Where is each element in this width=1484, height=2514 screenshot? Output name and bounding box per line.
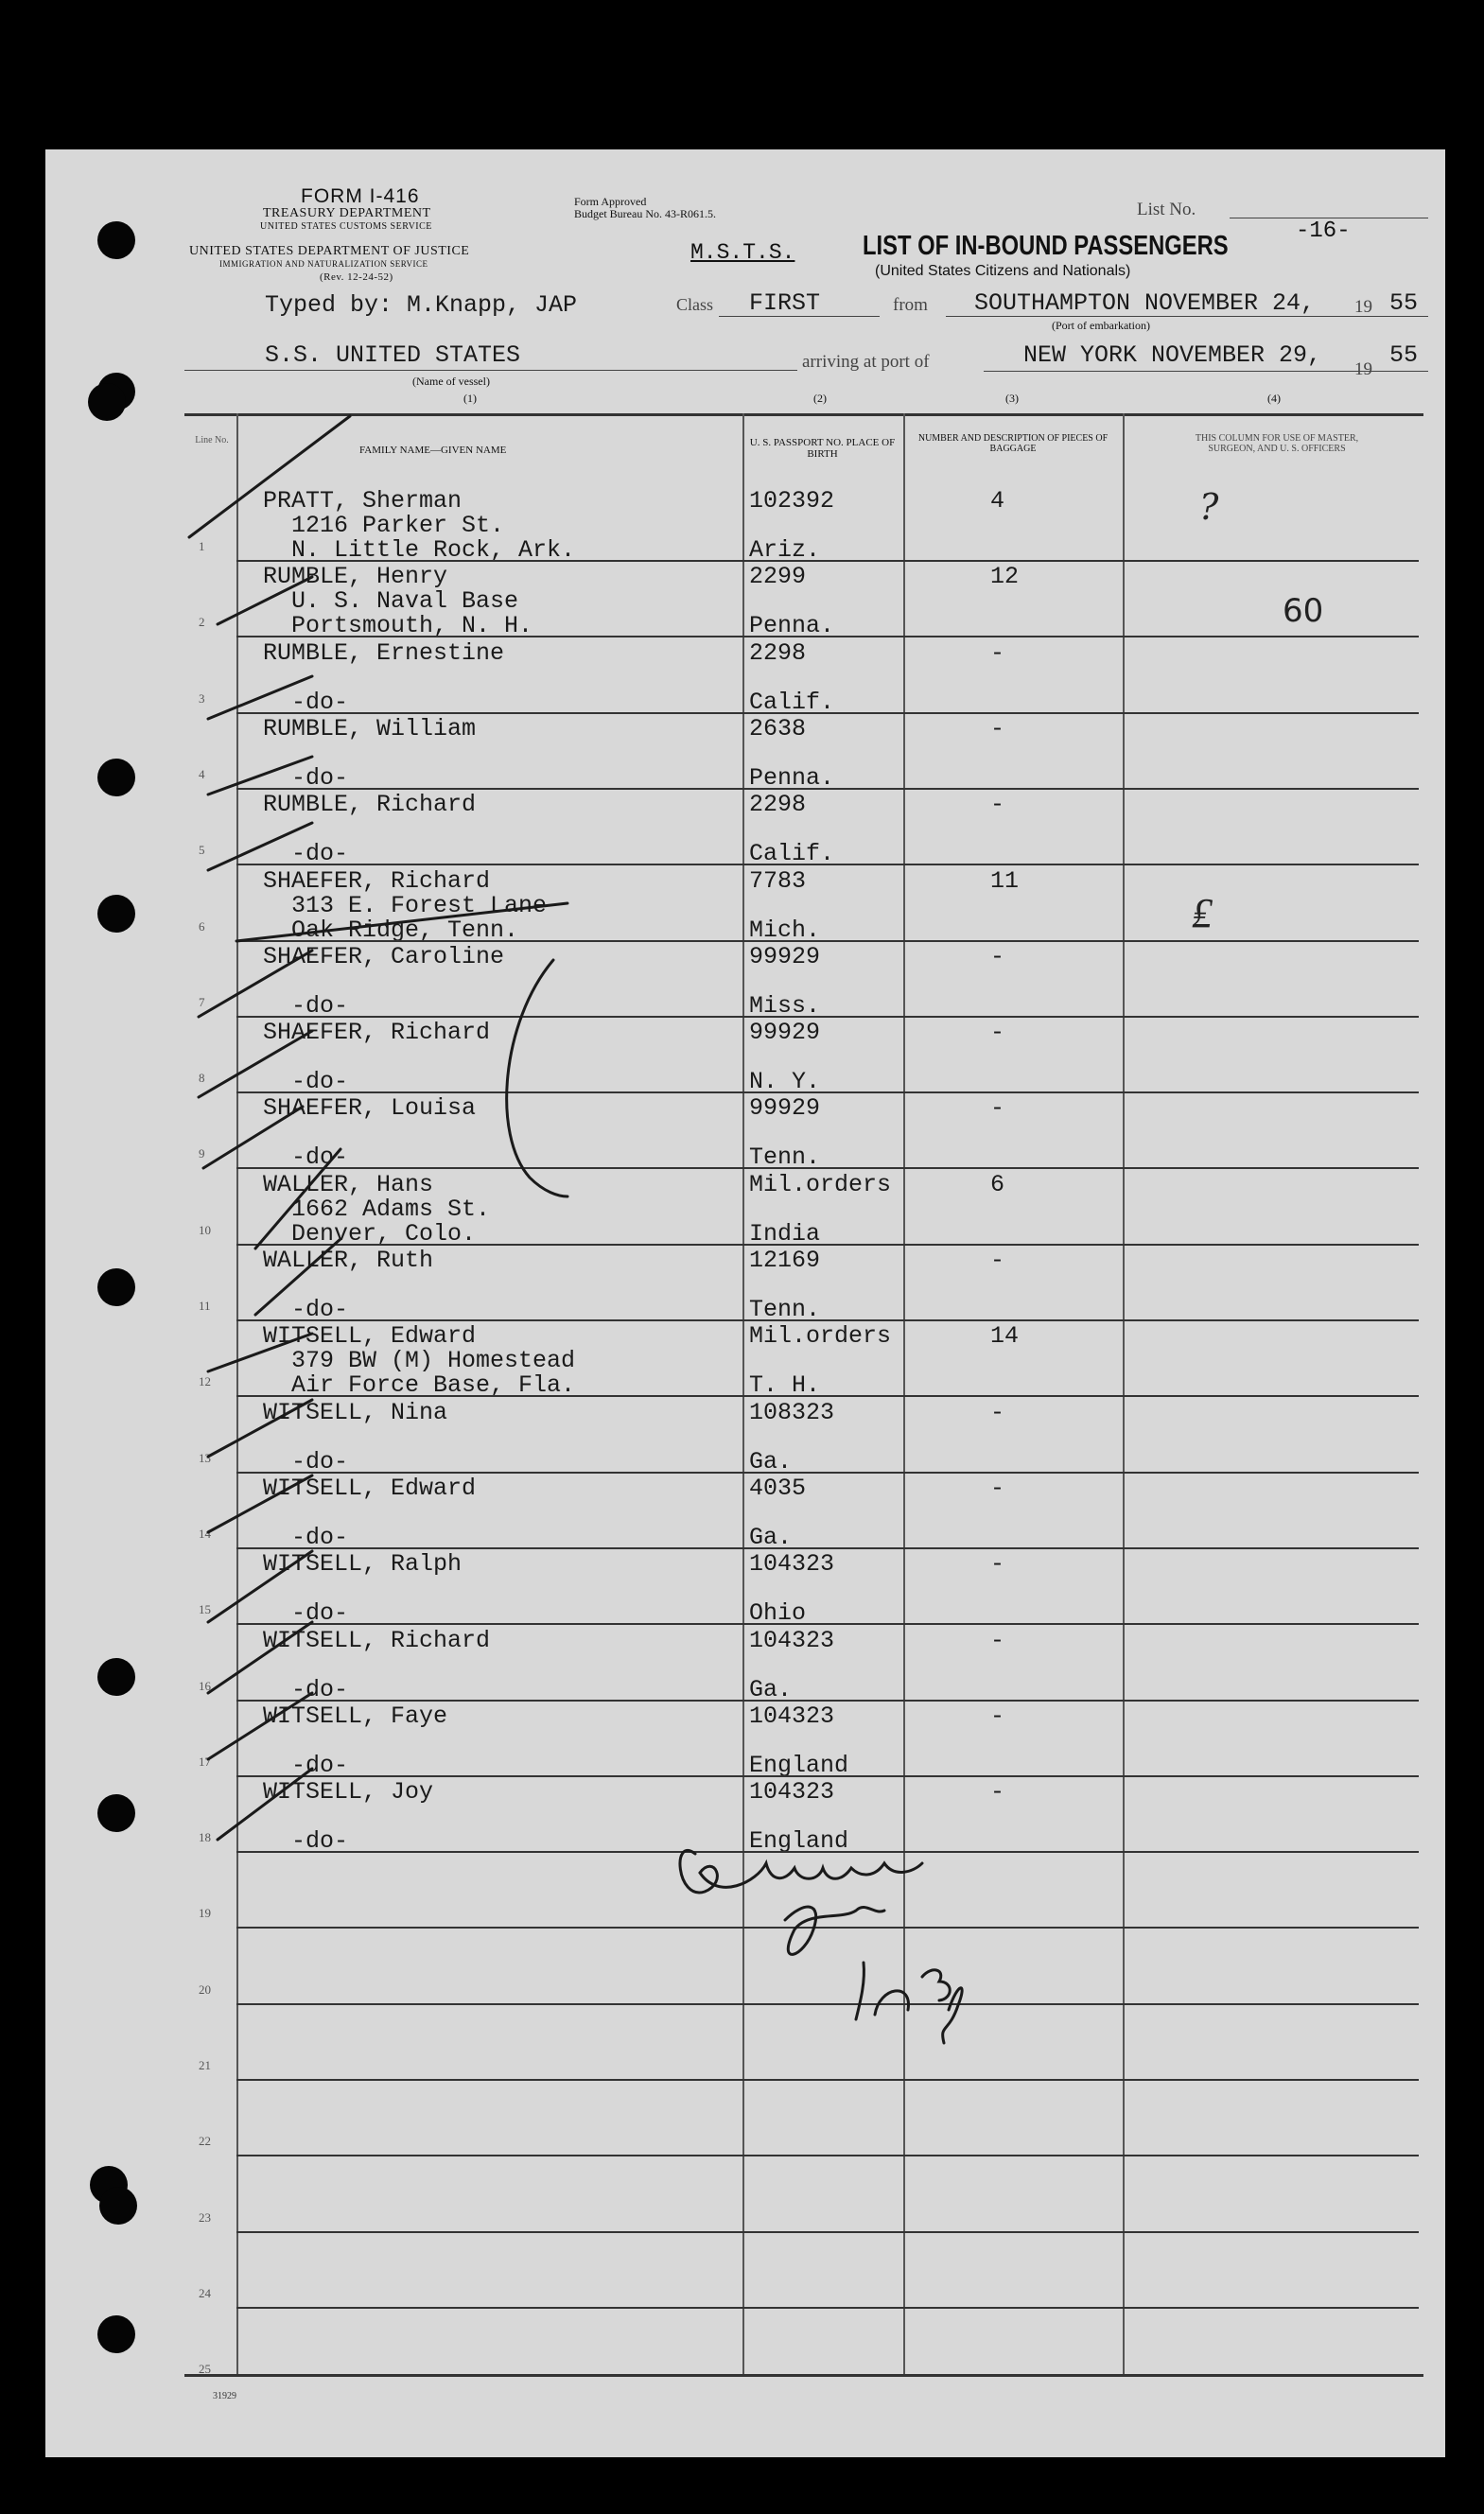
passport-number: 4035 <box>749 1474 807 1502</box>
passenger-address-2: Oak Ridge, Tenn. <box>291 916 519 944</box>
baggage-count: - <box>990 1702 1005 1730</box>
passenger-address-1: 1662 Adams St. <box>291 1195 491 1223</box>
passport-number: 108323 <box>749 1398 835 1426</box>
passport-number: 99929 <box>749 1019 821 1047</box>
passport-number: 2299 <box>749 563 807 591</box>
passenger-name: WITSELL, Ralph <box>263 1550 463 1579</box>
passport-number: 102392 <box>749 487 835 515</box>
baggage-count: - <box>990 1778 1005 1807</box>
passenger-name: WITSELL, Richard <box>263 1626 491 1654</box>
line-number: 7 <box>199 994 205 1009</box>
passenger-name: RUMBLE, Ernestine <box>263 638 505 667</box>
passport-number: 2298 <box>749 791 807 819</box>
line-number: 22 <box>199 2134 211 2149</box>
col-num-3: (3) <box>1005 392 1019 405</box>
passenger-address-2: -do- <box>291 991 349 1020</box>
ins-service: IMMIGRATION AND NATURALIZATION SERVICE <box>219 259 428 269</box>
arrival-year-prefix: 19 <box>1354 359 1372 379</box>
class-value: FIRST <box>749 289 821 317</box>
passenger-name: WITSELL, Edward <box>263 1474 477 1502</box>
vessel-label: (Name of vessel) <box>412 375 490 388</box>
arrival-value: NEW YORK NOVEMBER 29, <box>1023 341 1322 369</box>
baggage-count: 6 <box>990 1170 1005 1198</box>
place-of-birth: Calif. <box>749 840 835 868</box>
place-of-birth: Penna. <box>749 763 835 792</box>
passenger-address-2: -do- <box>291 1751 349 1779</box>
form-title: LIST OF IN-BOUND PASSENGERS <box>863 231 1229 261</box>
line-number: 12 <box>199 1374 211 1389</box>
line-number: 13 <box>199 1450 211 1465</box>
passenger-address-2: -do- <box>291 688 349 716</box>
header-officers: THIS COLUMN FOR USE OF MASTER, SURGEON, AND U. S. OFFICERS <box>1195 433 1359 454</box>
vessel-name: S.S. UNITED STATES <box>265 341 521 369</box>
justice-dept: UNITED STATES DEPARTMENT OF JUSTICE <box>189 244 470 258</box>
passport-number: 104323 <box>749 1778 835 1807</box>
officer-mark-question: ? <box>1199 486 1219 528</box>
passenger-address-2: -do- <box>291 763 349 792</box>
passenger-name: WITSELL, Nina <box>263 1398 448 1426</box>
place-of-birth: Tenn. <box>749 1296 821 1323</box>
passenger-name: SHAEFER, Caroline <box>263 942 505 970</box>
line-number: 11 <box>199 1299 211 1313</box>
line-number: 10 <box>199 1222 211 1237</box>
treasury-dept: TREASURY DEPARTMENT <box>263 206 431 220</box>
place-of-birth: Penna. <box>749 612 835 640</box>
msts-stamp: M.S.T.S. <box>690 240 795 265</box>
passenger-address-2: -do- <box>291 1296 349 1323</box>
baggage-count: - <box>990 638 1005 667</box>
line-number: 5 <box>199 843 205 858</box>
passenger-address-2: Air Force Base, Fla. <box>291 1371 576 1400</box>
line-number: 3 <box>199 690 205 706</box>
officer-mark-60: 60 <box>1283 592 1324 630</box>
place-of-birth: England <box>749 1751 849 1779</box>
passenger-address-1: 313 E. Forest Lane <box>291 891 548 919</box>
place-of-birth: England <box>749 1827 849 1856</box>
passenger-name: RUMBLE, William <box>263 714 477 742</box>
passport-number: 2298 <box>749 638 807 667</box>
place-of-birth: Ga. <box>749 1523 793 1551</box>
col-num-2: (2) <box>813 392 827 405</box>
passenger-name: PRATT, Sherman <box>263 487 463 515</box>
passenger-address-2: N. Little Rock, Ark. <box>291 536 576 564</box>
line-number: 20 <box>199 1982 211 1997</box>
passenger-name: SHAEFER, Richard <box>263 1019 491 1047</box>
passport-number: 104323 <box>749 1702 835 1730</box>
place-of-birth: Miss. <box>749 991 821 1020</box>
baggage-count: - <box>990 1398 1005 1426</box>
budget-bureau: Budget Bureau No. 43-R061.5. <box>574 207 716 220</box>
line-number: 25 <box>199 2362 211 2377</box>
passenger-address-2: -do- <box>291 840 349 868</box>
baggage-count: 12 <box>990 563 1020 591</box>
line-number: 9 <box>199 1146 205 1161</box>
line-number: 6 <box>199 918 205 934</box>
place-of-birth: Ariz. <box>749 536 821 564</box>
place-of-birth: Mich. <box>749 916 821 944</box>
place-of-birth: Ga. <box>749 1447 793 1475</box>
passport-number: 99929 <box>749 1094 821 1123</box>
passenger-address-1: 379 BW (M) Homestead <box>291 1347 576 1375</box>
line-number: 1 <box>199 539 205 553</box>
line-number: 21 <box>199 2058 211 2072</box>
baggage-count: - <box>990 1550 1005 1579</box>
list-no-value: -16- <box>1296 218 1351 244</box>
passenger-address-2: Denver, Colo. <box>291 1219 477 1248</box>
list-no-label: List No. <box>1137 200 1196 219</box>
line-number: 8 <box>199 1071 205 1086</box>
typed-by: Typed by: M.Knapp, JAP <box>265 291 578 319</box>
col-num-4: (4) <box>1267 392 1281 405</box>
line-number: 19 <box>199 1906 211 1921</box>
passenger-address-2: -do- <box>291 1144 349 1172</box>
line-number: 4 <box>199 766 205 781</box>
from-label: from <box>893 295 928 315</box>
passport-number: 104323 <box>749 1550 835 1579</box>
passenger-address-1: 1216 Parker St. <box>291 512 505 539</box>
place-of-birth: Ohio <box>749 1599 807 1628</box>
header-line-no: Line No. <box>195 435 229 445</box>
line-number: 2 <box>199 615 205 630</box>
passenger-address-2: -do- <box>291 1675 349 1703</box>
passenger-name: WALLER, Ruth <box>263 1247 434 1274</box>
header-name: FAMILY NAME—GIVEN NAME <box>359 445 507 456</box>
passenger-name: RUMBLE, Henry <box>263 563 448 591</box>
passenger-address-2: -do- <box>291 1068 349 1096</box>
line-number: 18 <box>199 1830 211 1845</box>
line-number: 16 <box>199 1678 211 1693</box>
passport-number: 99929 <box>749 942 821 970</box>
passenger-address-2: Portsmouth, N. H. <box>291 612 533 640</box>
passenger-name: RUMBLE, Richard <box>263 791 477 819</box>
line-number: 15 <box>199 1602 211 1617</box>
baggage-count: - <box>990 1247 1005 1274</box>
baggage-count: - <box>990 714 1005 742</box>
line-number: 24 <box>199 2285 211 2300</box>
port-embark-label: (Port of embarkation) <box>1052 319 1150 332</box>
baggage-count: - <box>990 942 1005 970</box>
place-of-birth: N. Y. <box>749 1068 821 1096</box>
from-year-prefix: 19 <box>1354 297 1372 317</box>
form-number: FORM I-416 <box>301 185 420 207</box>
passenger-address-2: -do- <box>291 1447 349 1475</box>
customs-service: UNITED STATES CUSTOMS SERVICE <box>260 221 432 232</box>
place-of-birth: T. H. <box>749 1371 821 1400</box>
passport-number: Mil.orders <box>749 1322 892 1351</box>
header-baggage: NUMBER AND DESCRIPTION OF PIECES OF BAGGAGE <box>917 433 1109 454</box>
line-number: 23 <box>199 2209 211 2225</box>
header-passport: U. S. PASSPORT NO. PLACE OF BIRTH <box>749 437 896 460</box>
passenger-address-2: -do- <box>291 1523 349 1551</box>
line-number: 17 <box>199 1754 211 1769</box>
passenger-address-1: U. S. Naval Base <box>291 587 519 616</box>
from-year: 55 <box>1389 289 1419 317</box>
passenger-name: SHAEFER, Richard <box>263 866 491 895</box>
revision-date: (Rev. 12-24-52) <box>320 271 393 283</box>
baggage-count: 4 <box>990 487 1005 515</box>
baggage-count: - <box>990 791 1005 819</box>
form-subtitle: (United States Citizens and Nationals) <box>875 263 1131 279</box>
passport-number: 104323 <box>749 1626 835 1654</box>
passenger-name: SHAEFER, Louisa <box>263 1094 477 1123</box>
place-of-birth: India <box>749 1219 821 1248</box>
officer-mark-symbol: ₤ <box>1192 889 1213 937</box>
passport-number: Mil.orders <box>749 1170 892 1198</box>
line-number: 14 <box>199 1526 211 1541</box>
passport-number: 2638 <box>749 714 807 742</box>
form-code: 31929 <box>213 2391 236 2401</box>
place-of-birth: Tenn. <box>749 1144 821 1172</box>
passenger-address-2: -do- <box>291 1599 349 1628</box>
baggage-count: - <box>990 1474 1005 1502</box>
passenger-address-2: -do- <box>291 1827 349 1856</box>
passport-number: 12169 <box>749 1247 821 1274</box>
baggage-count: - <box>990 1094 1005 1123</box>
baggage-count: - <box>990 1626 1005 1654</box>
baggage-count: - <box>990 1019 1005 1047</box>
baggage-count: 11 <box>990 866 1020 895</box>
passenger-name: WITSELL, Joy <box>263 1778 434 1807</box>
passport-number: 7783 <box>749 866 807 895</box>
form-approved: Form Approved <box>574 195 647 208</box>
class-label: Class <box>676 295 714 314</box>
passenger-name: WITSELL, Edward <box>263 1322 477 1351</box>
place-of-birth: Ga. <box>749 1675 793 1703</box>
arriving-label: arriving at port of <box>802 352 930 372</box>
col-num-1: (1) <box>463 392 477 405</box>
passenger-name: WALLER, Hans <box>263 1170 434 1198</box>
passenger-name: WITSELL, Faye <box>263 1702 448 1730</box>
from-value: SOUTHAMPTON NOVEMBER 24, <box>974 289 1316 317</box>
baggage-count: 14 <box>990 1322 1020 1351</box>
arrival-year: 55 <box>1389 341 1419 369</box>
place-of-birth: Calif. <box>749 688 835 716</box>
